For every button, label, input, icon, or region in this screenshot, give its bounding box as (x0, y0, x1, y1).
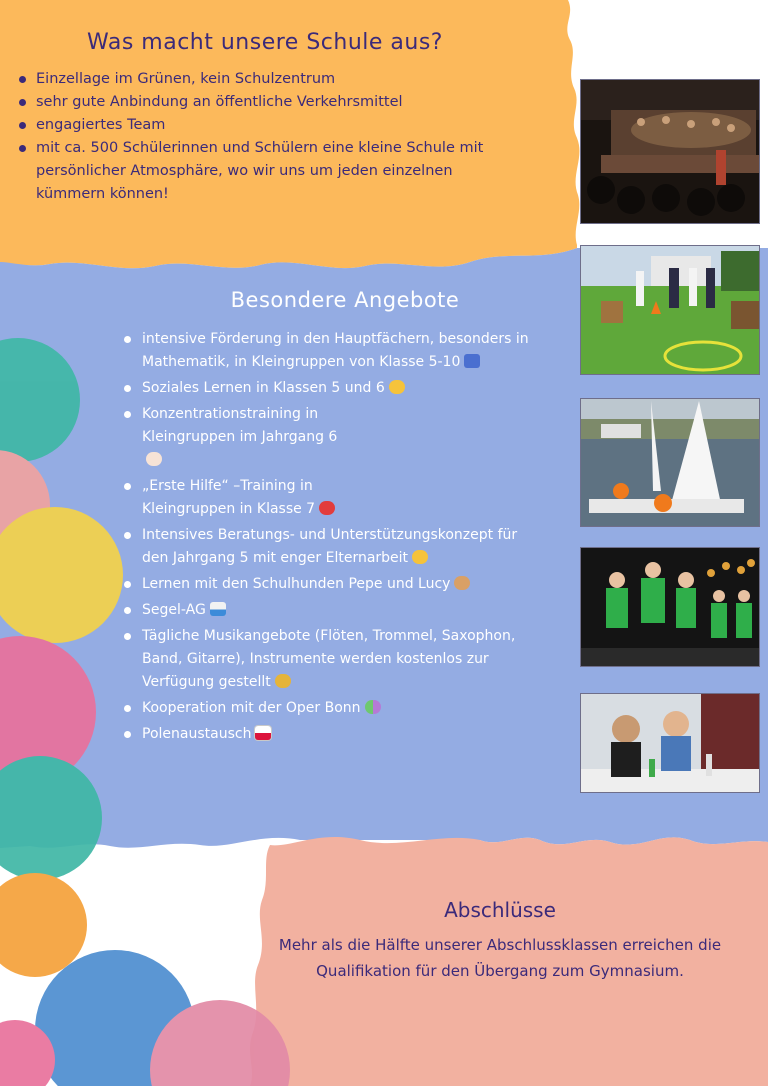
list-item-text: intensive Förderung in den Hauptfächern, besonders in Mathematik, in Kleingruppen von Klasse 5-10 (142, 331, 529, 370)
handshake-icon (412, 550, 428, 564)
list-item (120, 475, 362, 521)
list-item: mit ca. 500 Schülerinnen und Schülern eine kleine Schule mit persönlicher Atmosphäre, wo wir uns um jeden einzelnen kümmern können! (14, 137, 506, 206)
schule-features-list (14, 68, 559, 206)
list-item-text: Tägliche Musikangebote (Flöten, Trommel, Saxophon, Band, Gitarre), Instrumente werden kostenlos zur Verfügung gestellt (142, 628, 516, 690)
list-item-text: Konzentrationstraining in Kleingruppen im Jahrgang 6 (142, 406, 338, 445)
list-item: Einzellage im Grünen, kein Schulzentrum (14, 68, 559, 91)
saxophone-icon (275, 674, 291, 688)
list-item: sehr gute Anbindung an öffentliche Verkehrsmittel (14, 91, 559, 114)
list-item (120, 377, 565, 400)
list-item (120, 697, 565, 720)
person-icon (146, 452, 162, 466)
handshake-icon (389, 380, 405, 394)
concert-photo (581, 80, 759, 223)
section-title-schule: Was macht unsere Schule aus? (87, 30, 443, 55)
sailboat-icon (210, 602, 226, 616)
theater-masks-icon (365, 700, 381, 714)
list-item (120, 573, 565, 596)
poland-flag-icon (255, 726, 271, 740)
bar-chart-icon (464, 354, 480, 368)
sailing-photo (581, 399, 759, 526)
list-item (120, 524, 547, 570)
list-item (120, 599, 565, 622)
list-item-text: „Erste Hilfe“ –Training in Kleingruppen in Klasse 7 (142, 478, 316, 517)
rescue-helmet-icon (319, 501, 335, 515)
science-lab-photo (581, 694, 759, 792)
list-item (120, 723, 565, 746)
dog-face-icon (454, 576, 470, 590)
list-item (120, 328, 562, 374)
list-item-text: Kooperation mit der Oper Bonn (142, 700, 361, 716)
sports-field-photo (581, 246, 759, 374)
section-title-abschluesse: Abschlüsse (444, 898, 556, 922)
list-item-text: Soziales Lernen in Klassen 5 und 6 (142, 380, 385, 396)
list-item (120, 403, 352, 472)
list-item (120, 625, 547, 694)
angebote-list (120, 328, 565, 749)
list-item-text: Segel-AG (142, 602, 206, 618)
list-item: engagiertes Team (14, 114, 559, 137)
list-item-text: Lernen mit den Schulhunden Pepe und Lucy (142, 576, 451, 592)
list-item-text: Polenaustausch (142, 726, 252, 742)
abschluesse-text: Mehr als die Hälfte unserer Abschlussklassen erreichen die Qualifikation für den Übergang zum Gymnasium. (278, 936, 722, 980)
dance-performance-photo (581, 548, 759, 666)
list-item-text: Intensives Beratungs- und Unterstützungskonzept für den Jahrgang 5 mit enger Elternarbeit (142, 527, 518, 566)
section-title-angebote: Besondere Angebote (230, 288, 460, 312)
